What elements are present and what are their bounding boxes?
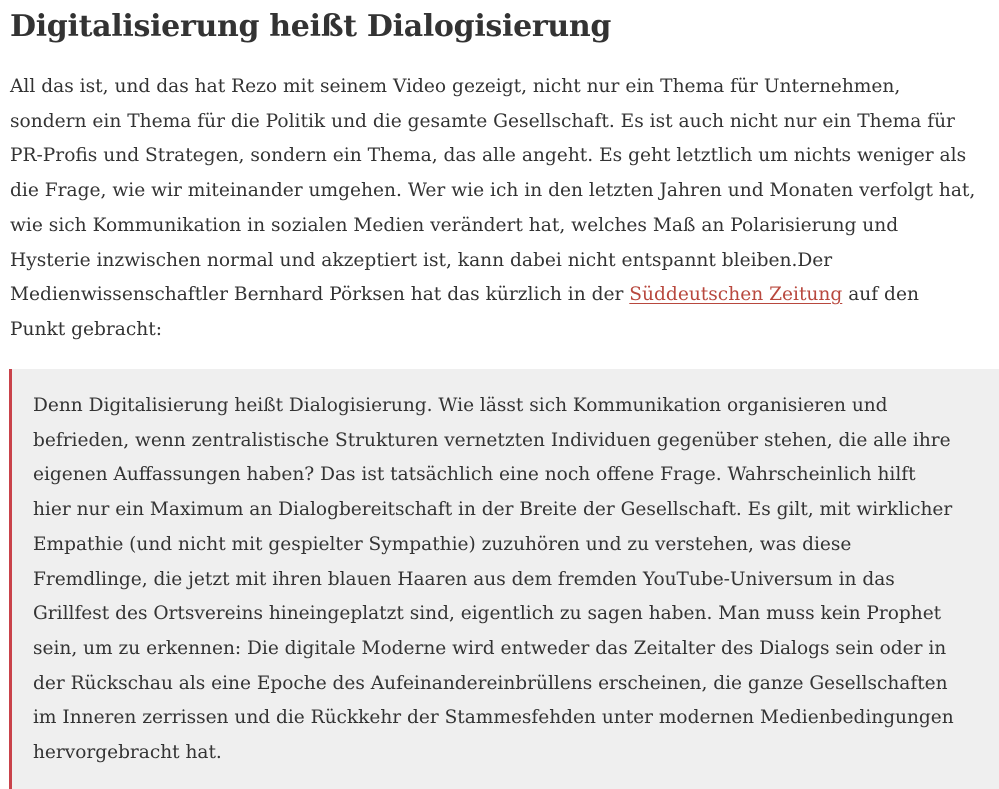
quote-line: Grillfest des Ortsvereins hineingeplatzt sind, eigentlich zu sagen haben. Man muss kein Prophet: [33, 603, 942, 625]
paragraph-line: Punkt gebracht:: [10, 318, 163, 340]
paragraph-line: PR-Profis und Strategen, sondern ein Thema, das alle angeht. Es geht letztlich um nichts weniger als: [10, 145, 967, 167]
quote-text: [33, 389, 998, 771]
quote-line: hier nur ein Maximum an Dialogbereitschaft in der Breite der Gesellschaft. Es gilt, mit wirklicher: [33, 499, 953, 521]
paragraph-line: sondern ein Thema für die Politik und die gesamte Gesellschaft. Es ist auch nicht nur ein Thema für: [10, 110, 955, 132]
quote-line: Denn Digitalisierung heißt Dialogisierung. Wie lässt sich Kommunikation organisieren und: [33, 395, 888, 416]
quote-line: sein, um zu erkennen: Die digitale Moderne wird entweder das Zeitalter des Dialogs sein oder in: [33, 637, 947, 659]
quote-line: der Rückschau als eine Epoche des Aufeinandereinbrüllens erscheinen, die ganze Gesellschaften: [33, 672, 948, 694]
paragraph-line: Hysterie inzwischen normal und akzeptiert ist, kann dabei nicht entspannt bleiben.Der: [10, 249, 833, 271]
paragraph-line: die Frage, wie wir miteinander umgehen. Wer wie ich in den letzten Jahren und Monaten verfolgt hat,: [10, 180, 976, 202]
paragraph-line: wie sich Kommunikation in sozialen Medien verändert hat, welches Maß an Polarisierung und: [10, 214, 899, 236]
quote-line: im Inneren zerrissen und die Rückkehr der Stammesfehden unter modernen Medienbedingungen: [33, 707, 954, 729]
quote-line: Empathie (und nicht mit gespielter Sympathie) zuzuhören und zu verstehen, was diese: [33, 533, 852, 555]
quote-line: befrieden, wenn zentralistische Strukturen vernetzten Individuen gegenüber stehen, die alle ihre: [33, 429, 951, 451]
quote-line: eigenen Auffassungen haben? Das ist tatsächlich eine noch offene Frage. Wahrscheinlich hilft: [33, 464, 916, 486]
paragraph-line: All das ist, und das hat Rezo mit seinem Video gezeigt, nicht nur ein Thema für Unternehmen,: [10, 76, 901, 97]
sueddeutsche-zeitung-link[interactable]: Süddeutschen Zeitung: [629, 284, 843, 306]
paragraph-text-after-link: auf den: [842, 284, 919, 306]
blockquote: [9, 369, 999, 789]
paragraph-text-before-link: Medienwissenschaftler Bernhard Pörksen hat das kürzlich in der: [10, 284, 630, 306]
quote-line: hervorgebracht hat.: [33, 742, 222, 764]
section-heading: Digitalisierung heißt Dialogisierung: [10, 9, 612, 44]
body-paragraph: [10, 70, 995, 348]
quote-line: Fremdlinge, die jetzt mit ihren blauen Haaren aus dem fremden YouTube-Universum in das: [33, 568, 895, 590]
paragraph-line-with-link: [10, 278, 995, 313]
